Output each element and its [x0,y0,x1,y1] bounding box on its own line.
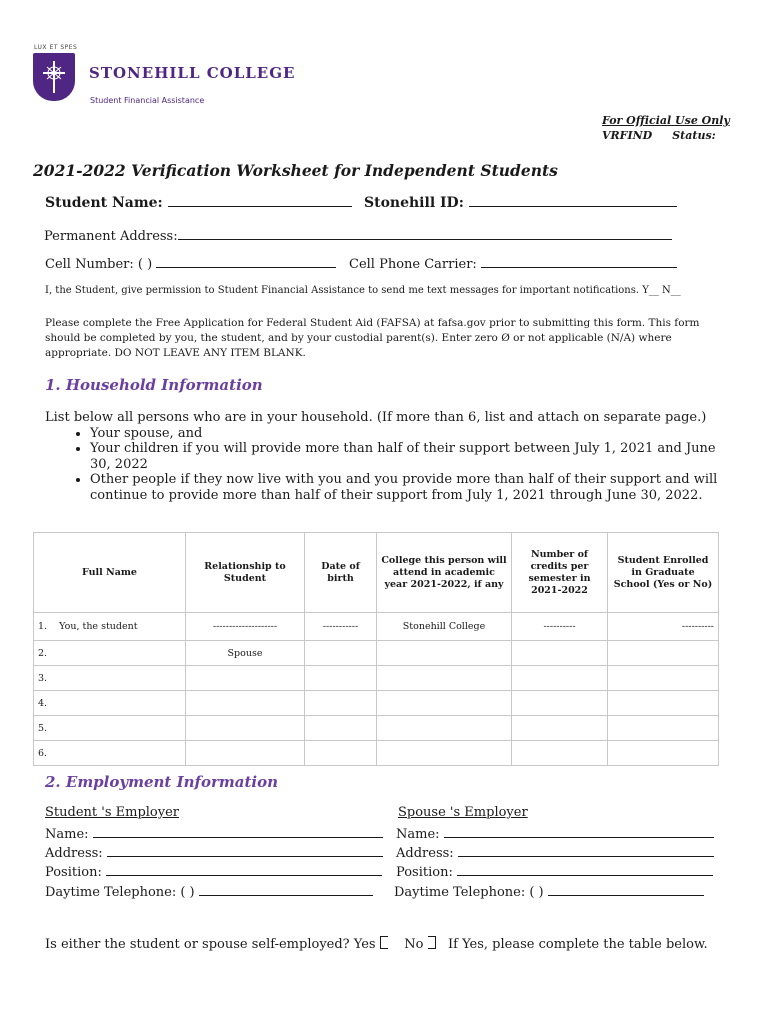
employment-heading: 2. Employment Information [45,773,278,791]
permanent-address-field[interactable] [44,226,672,244]
label: Address: [45,846,103,861]
table-row [34,691,719,716]
student-employer-phone-line[interactable] [199,882,373,896]
cell-college[interactable] [377,741,512,766]
cell-college[interactable]: Stonehill College [377,613,512,641]
table-row [34,741,719,766]
no-checkbox[interactable] [428,936,436,949]
bullet-item: • Other people if they now live with you and you provide more than half of their support and will continue to provide more than half of their support from July 1, 2021 through June 30, 2022. [90,472,725,503]
vrfind-label: VRFIND [602,129,653,142]
student-employer-position-field[interactable] [45,862,382,880]
student-employer-phone-field[interactable] [45,882,373,900]
if-yes-text: If Yes, please complete the table below. [448,937,708,952]
household-bullets [45,426,725,504]
col-relationship: Relationship to Student [186,533,305,613]
cell-grad[interactable] [608,691,719,716]
cell-credits[interactable] [512,666,608,691]
cell-college[interactable] [377,666,512,691]
student-employer-name-field[interactable] [45,824,383,842]
instructions: Please complete the Free Application for Federal Student Aid (FAFSA) at fafsa.gov prior to submitting this form. This form should be completed by you, the student, and by your custodial parent(s). Enter zero Ø or not applicable (N/A) where appropriate. DO NOT LEAVE ANY ITEM BLANK. [45,317,700,359]
table-row [34,613,719,641]
college-seal-icon [33,53,75,101]
cell-dob[interactable]: ----------- [305,613,377,641]
cell-dob[interactable] [305,641,377,666]
label: Daytime Telephone: ( ) [45,885,195,900]
bullet-item: • Your children if you will provide more than half of their support between July 1, 2021 and June 30, 2022 [90,441,725,472]
no-label: No [404,937,424,952]
college-name: STONEHILL COLLEGE [89,64,296,82]
cell-credits[interactable]: ---------- [512,613,608,641]
cell-carrier-field[interactable] [349,254,677,272]
household-intro: List below all persons who are in your household. (If more than 6, list and attach on separate page.) [45,410,707,425]
household-heading: 1. Household Information [45,376,263,394]
permanent-address-line[interactable] [178,226,672,240]
table-row [34,716,719,741]
label: Position: [45,865,102,880]
row-number: 2. [38,647,48,659]
cell-credits[interactable] [512,716,608,741]
student-name-field[interactable] [45,193,352,211]
stonehill-id-line[interactable] [469,193,677,207]
official-use-fields [602,129,736,142]
cell-credits[interactable] [512,691,608,716]
cell-grad[interactable] [608,741,719,766]
col-dob: Date of birth [305,533,377,613]
label: Name: [396,827,440,842]
official-use-heading: For Official Use Only [602,114,730,127]
yes-checkbox[interactable] [380,936,388,949]
row-number: 1. [38,621,48,632]
cell-name[interactable] [34,741,186,766]
spouse-employer-position-line[interactable] [457,862,713,876]
student-employer-header: Student 's Employer [45,805,179,820]
cell-grad[interactable] [608,641,719,666]
cell-name[interactable] [34,716,186,741]
label: Position: [396,865,453,880]
student-employer-position-line[interactable] [106,862,382,876]
row-number: 5. [38,722,48,734]
label: Daytime Telephone: ( ) [394,885,544,900]
cell-relationship[interactable]: -------------------- [186,613,305,641]
cell-name[interactable] [34,691,186,716]
page-title: 2021-2022 Verification Worksheet for Independent Students [33,161,558,180]
spouse-employer-address-field[interactable] [396,843,714,861]
cell-name[interactable] [34,641,186,666]
cell-dob[interactable] [305,666,377,691]
cell-carrier-line[interactable] [481,254,677,268]
col-credits: Number of credits per semester in 2021-2022 [512,533,608,613]
cell-college[interactable] [377,716,512,741]
status-label: Status: [672,129,716,142]
cell-relationship[interactable] [186,716,305,741]
cell-credits[interactable] [512,741,608,766]
cell-grad[interactable]: ---------- [608,613,719,641]
row-number: 6. [38,747,48,759]
text-permission: I, the Student, give permission to Student Financial Assistance to send me text messages for important notifications. Y__ N__ [45,285,681,296]
label: Name: [45,827,89,842]
row-number: 3. [38,672,48,684]
table-row [34,666,719,691]
self-employed-text: Is either the student or spouse self-employed? Yes [45,937,376,952]
cell-college[interactable] [377,691,512,716]
cell-dob[interactable] [305,716,377,741]
cell-name[interactable] [34,613,186,641]
label: Address: [396,846,454,861]
permanent-address-label: Permanent Address: [44,229,178,244]
cell-dob[interactable] [305,691,377,716]
stonehill-id-field[interactable] [364,193,677,211]
col-college: College this person will attend in academic year 2021-2022, if any [377,533,512,613]
student-employer-address-field[interactable] [45,843,383,861]
logo-motto: LUX ET SPES [34,44,78,51]
spouse-employer-phone-field[interactable] [394,882,704,900]
cell-number-line[interactable] [156,254,336,268]
cell-number-field[interactable] [45,254,336,272]
student-employer-address-line[interactable] [107,843,383,857]
cell-credits[interactable] [512,641,608,666]
cell-relationship[interactable]: Spouse [186,641,305,666]
household-instructions [45,410,725,503]
bullet-item: • Your spouse, and [90,426,725,442]
spouse-employer-header: Spouse 's Employer [398,805,528,820]
cell-college[interactable] [377,641,512,666]
spouse-employer-name-line[interactable] [444,824,714,838]
self-employed-question [45,936,708,952]
col-full-name: Full Name [34,533,186,613]
table-header-row [34,533,719,613]
spouse-employer-position-field[interactable] [396,862,713,880]
cell-relationship[interactable] [186,691,305,716]
cell-grad[interactable] [608,716,719,741]
department-name: Student Financial Assistance [90,96,205,105]
row-number: 4. [38,697,48,709]
household-table [33,532,719,766]
cell-name[interactable] [34,666,186,691]
cell-carrier-label: Cell Phone Carrier: [349,257,477,272]
cell-dob[interactable] [305,741,377,766]
cell-relationship[interactable] [186,741,305,766]
table-row [34,641,719,666]
student-name-label: Student Name: [45,195,163,211]
cell-number-label: Cell Number: ( ) [45,257,153,272]
cell-grad[interactable] [608,666,719,691]
row-name: You, the student [59,621,138,632]
spouse-employer-name-field[interactable] [396,824,714,842]
cell-relationship[interactable] [186,666,305,691]
stonehill-id-label: Stonehill ID: [364,195,464,211]
col-grad-school: Student Enrolled in Graduate School (Yes or No) [608,533,719,613]
spouse-employer-phone-line[interactable] [548,882,704,896]
student-name-line[interactable] [168,193,352,207]
student-employer-name-line[interactable] [93,824,383,838]
spouse-employer-address-line[interactable] [458,843,714,857]
